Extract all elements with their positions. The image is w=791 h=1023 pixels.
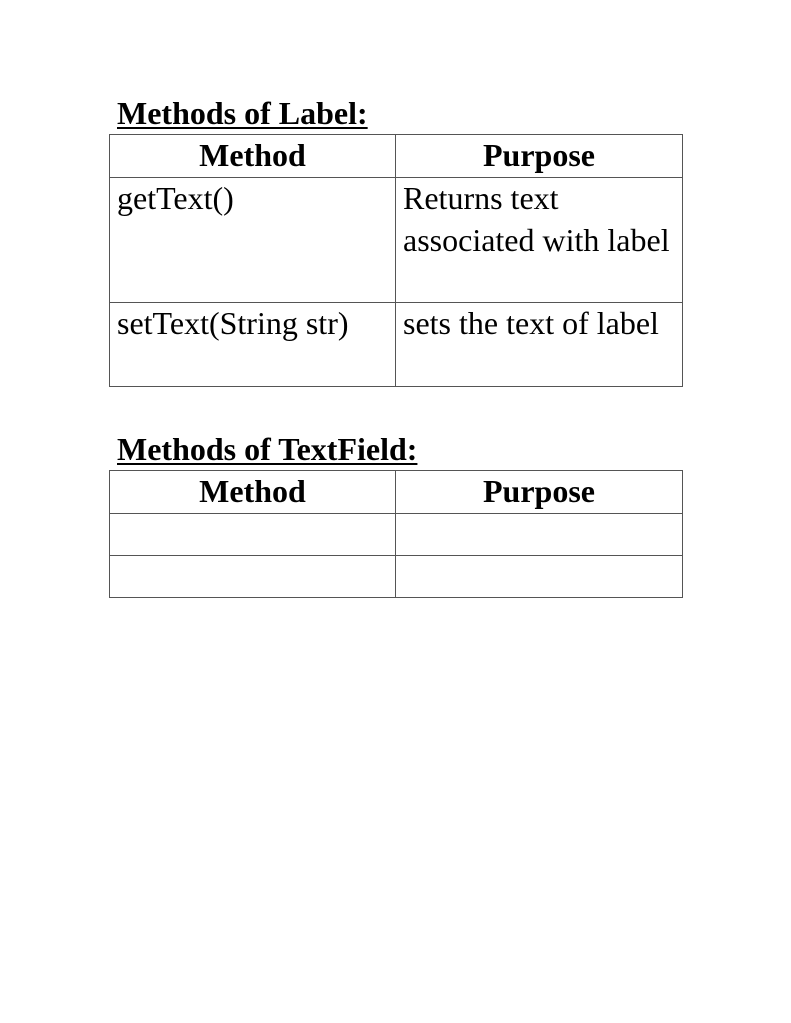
table-header-row [110, 471, 683, 514]
method-cell [110, 556, 396, 598]
table-row [110, 556, 683, 598]
purpose-column-header: Purpose [396, 471, 683, 514]
textfield-methods-heading: Methods of TextField: [117, 431, 418, 467]
purpose-column-header: Purpose [396, 135, 683, 178]
table-row [110, 303, 683, 387]
method-column-header: Method [110, 471, 396, 514]
table-row [110, 178, 683, 303]
purpose-cell: Returns text associated with label [396, 178, 683, 303]
method-cell: getText() [110, 178, 396, 303]
label-methods-table [109, 134, 683, 387]
textfield-methods-table [109, 470, 683, 598]
label-methods-heading: Methods of Label: [117, 95, 368, 131]
purpose-cell [396, 514, 683, 556]
table-header-row [110, 135, 683, 178]
method-cell: setText(String str) [110, 303, 396, 387]
purpose-cell: sets the text of label [396, 303, 683, 387]
purpose-cell [396, 556, 683, 598]
method-column-header: Method [110, 135, 396, 178]
table-row [110, 514, 683, 556]
method-cell [110, 514, 396, 556]
